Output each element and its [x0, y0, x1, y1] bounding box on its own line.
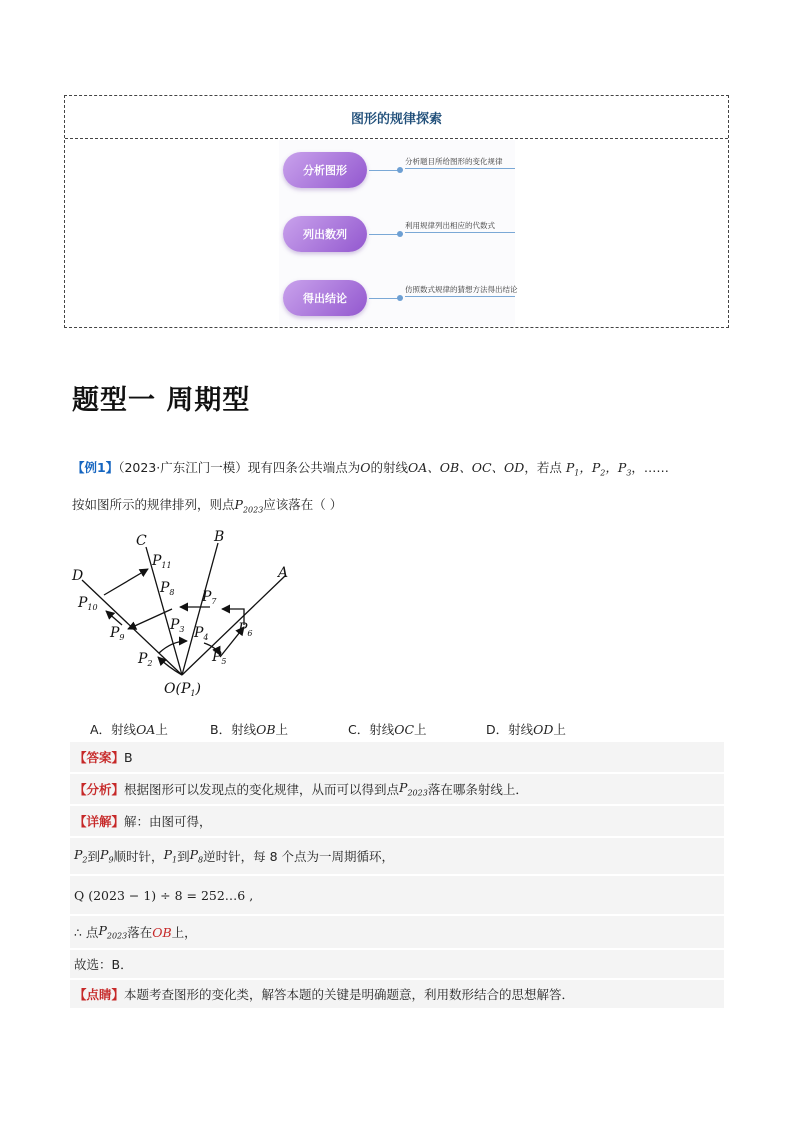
answer-block — [70, 742, 724, 1010]
example-text: ，若点 — [524, 460, 562, 475]
ray-label-a: A — [278, 565, 289, 581]
point-p10: $P_{10}$ — [78, 595, 98, 612]
flow-step-3 — [279, 280, 518, 324]
point-p4: $P_4$ — [194, 625, 209, 642]
arrow-p9-p10 — [106, 611, 122, 625]
example-text: 现有四条公共端点为 — [247, 460, 361, 475]
example-tag: 【例1】 — [72, 460, 119, 475]
point-p2023: $P_{2023}$ — [234, 497, 264, 515]
problem-line-2 — [72, 495, 342, 515]
choose-row — [70, 950, 724, 980]
point-p8: $P_8$ — [160, 580, 175, 597]
step-pill: 得出结论 — [283, 280, 367, 316]
analysis-label: 【分析】 — [74, 782, 125, 797]
connector-line — [369, 234, 399, 235]
example-text: 按如图所示的规律排列，则点 — [72, 497, 235, 512]
rays-list: OA、OB、OC、OD — [408, 460, 525, 475]
connector-line — [369, 170, 399, 171]
arrow-p1-p2 — [158, 657, 182, 675]
example-text: 的射线 — [370, 460, 409, 475]
answer-value: B — [124, 749, 133, 765]
calculation: Q (2023 − 1) ÷ 8 = 252…6 , — [74, 887, 254, 903]
point-p11: $P_{11}$ — [152, 553, 172, 570]
example-text: 应该落在（ ） — [263, 497, 343, 512]
ray-diagram — [60, 525, 310, 705]
step-pill: 分析图形 — [283, 152, 367, 188]
therefore-row: ∴ 点 $P_{2023}$ 落在 OB 上， — [70, 916, 724, 950]
origin-label: $O(P_1)$ — [164, 681, 201, 698]
ray-label-d: D — [72, 568, 84, 584]
connector-dot — [397, 231, 403, 237]
point-p7: $P_7$ — [202, 589, 217, 606]
point-sequence: $P_1$，$P_2$，$P_3$ — [565, 460, 632, 478]
connector-dot — [397, 295, 403, 301]
ray-label-c: C — [136, 533, 147, 549]
answer-label: 【答案】 — [74, 750, 125, 765]
detail-label: 【详解】 — [74, 814, 125, 829]
ray-label-b: B — [214, 529, 225, 545]
point-p5: $P_5$ — [212, 649, 227, 666]
arrow-p8-p9 — [128, 609, 172, 629]
problem-statement — [72, 458, 732, 484]
step-pill: 列出数列 — [283, 216, 367, 252]
summary-title: 图形的规律探索 — [350, 111, 442, 127]
rule-row: $P_2$ 到 $P_9$ 顺时针， $P_1$ 到 $P_8$ 逆时针，每 8 个点为一周期循环， — [70, 838, 724, 876]
connector-dot — [397, 167, 403, 173]
comment-row: 【点睛】 本题考查图形的变化类，解答本题的关键是明确题意，利用数形结合的思想解答． — [70, 980, 724, 1010]
detail-row: 【详解】 解：由图可得， — [70, 806, 724, 838]
flow-step-1 — [279, 152, 515, 196]
flow-step-2 — [279, 216, 515, 260]
point-p2: $P_2$ — [138, 651, 153, 668]
point-p6: $P_6$ — [238, 621, 253, 638]
example-text: ，…… — [631, 460, 669, 475]
connector-line — [369, 298, 399, 299]
step-description: 仿照数式规律的猜想方法得出结论 — [405, 284, 515, 297]
section-heading: 题型一 周期型 — [72, 385, 251, 416]
example-source: （2023·广东江门一模） — [118, 460, 248, 475]
step-description: 分析题目所给图形的变化规律 — [405, 156, 515, 169]
flowchart — [279, 140, 518, 326]
summary-title-row — [65, 96, 728, 139]
option-d[interactable]: D．射线OD上 — [486, 722, 566, 737]
answer-row — [70, 742, 724, 774]
option-c[interactable]: C．射线OC上 — [348, 722, 427, 737]
step-description: 利用规律列出相应的代数式 — [405, 220, 515, 233]
final-choice: 故选：B． — [74, 957, 133, 972]
calc-row — [70, 876, 724, 916]
point-p9: $P_9$ — [110, 625, 125, 642]
option-a[interactable]: A．射线OA上 — [90, 722, 168, 737]
option-b[interactable]: B．射线OB上 — [210, 722, 289, 737]
summary-box — [64, 95, 729, 328]
analysis-row: 【分析】 根据图形可以发现点的变化规律，从而可以得到点 $P_{2023}$ 落在哪条射线上． — [70, 774, 724, 806]
point-o: O — [360, 460, 371, 475]
arrow-p10-p11 — [104, 569, 148, 595]
point-p3: $P_3$ — [170, 617, 185, 634]
comment-label: 【点睛】 — [74, 987, 125, 1002]
